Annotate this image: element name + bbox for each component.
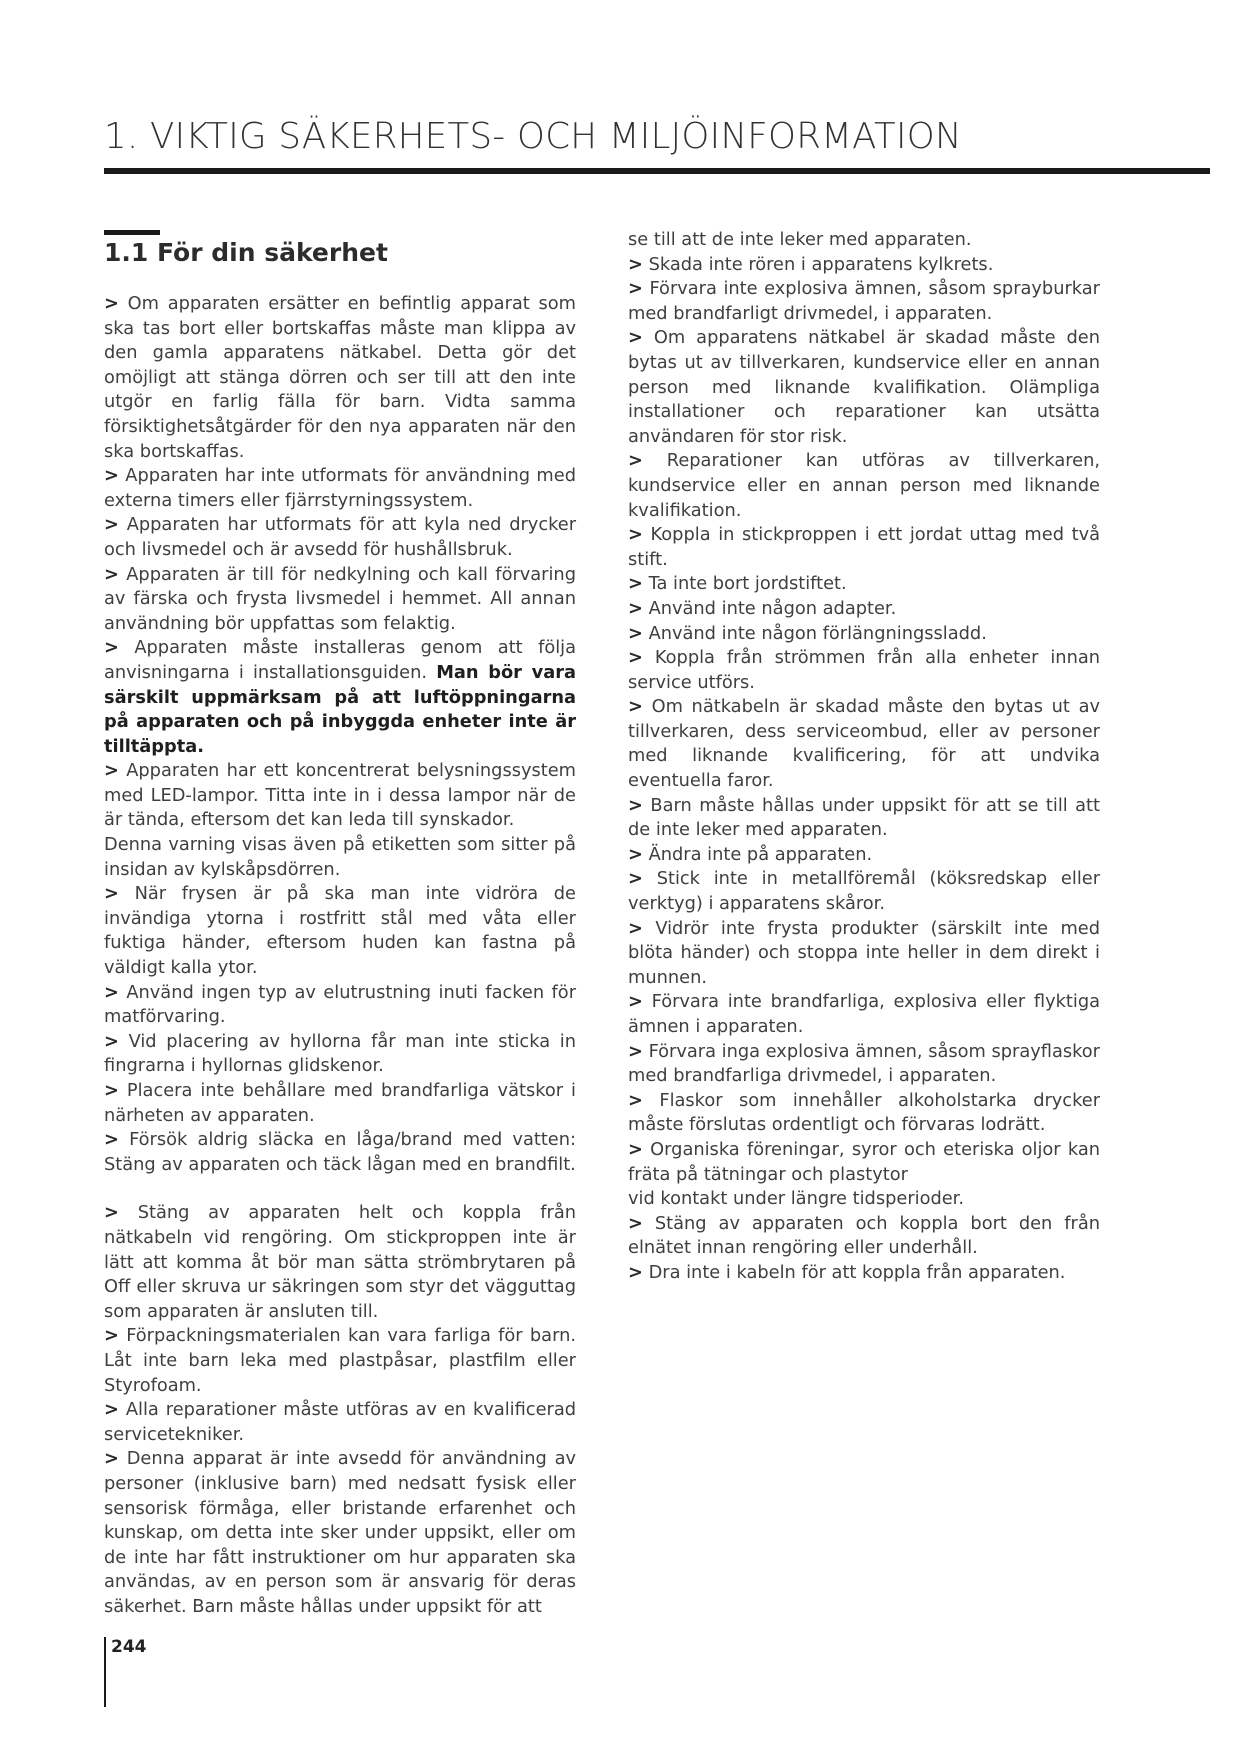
safety-item-text: Ta inte bort jordstiftet.	[648, 573, 847, 595]
bullet-arrow: >	[104, 1399, 119, 1421]
bullet-arrow: >	[104, 981, 119, 1003]
bullet-arrow: >	[628, 696, 643, 718]
bullet-arrow: >	[628, 843, 643, 865]
bullet-arrow: >	[628, 1212, 643, 1234]
safety-item	[628, 990, 1100, 1039]
bullet-arrow: >	[104, 1080, 119, 1101]
safety-item	[628, 622, 1100, 647]
bullet-arrow: >	[628, 647, 643, 669]
page-title: 1. VIKTIG SÄKERHETS- OCH MILJÖINFORMATION	[104, 116, 962, 157]
safety-item	[628, 646, 1100, 695]
safety-item-text: Stäng av apparaten och koppla bort den från elnätet innan rengöring eller underhåll.	[628, 1212, 1101, 1259]
left-column	[104, 292, 576, 1619]
safety-item-text: Apparaten är till för nedkylning och kall förvaring av färska och frysta livsmedel i hemmet. All annan användning bör uppfattas som felaktig.	[104, 563, 576, 634]
safety-item	[104, 1201, 576, 1324]
title-rule	[104, 168, 1210, 174]
bullet-arrow: >	[628, 917, 643, 939]
safety-item	[628, 228, 1100, 253]
safety-item-text: vid kontakt under längre tidsperioder.	[628, 1188, 965, 1210]
safety-item	[628, 326, 1100, 449]
bullet-arrow: >	[628, 794, 643, 816]
bullet-arrow: >	[628, 573, 643, 595]
safety-item	[628, 572, 1100, 597]
safety-item	[628, 794, 1100, 843]
safety-item-text: Vidrör inte frysta produkter (särskilt inte med blöta händer) och stoppa inte heller in dem direkt i munnen.	[628, 917, 1100, 988]
bullet-arrow: >	[104, 465, 119, 487]
bullet-arrow: >	[104, 293, 119, 314]
safety-item	[104, 833, 576, 882]
safety-item	[104, 1128, 576, 1177]
safety-item-text: Koppla från strömmen från alla enheter innan service utförs.	[628, 647, 1101, 693]
safety-item	[104, 759, 576, 833]
bullet-arrow: >	[628, 597, 643, 619]
bullet-arrow: >	[628, 868, 643, 890]
safety-item-text: Använd ingen typ av elutrustning inuti facken för matförvaring.	[104, 981, 577, 1028]
bullet-arrow: >	[628, 1089, 643, 1111]
safety-item	[628, 917, 1100, 991]
safety-item-text: Alla reparationer måste utföras av en kvalificerad servicetekniker.	[104, 1399, 577, 1445]
safety-item-text: Apparaten har ett koncentrerat belysningssystem med LED-lampor. Titta inte in i dessa lampor när de är tända, eftersom det kan leda till synskador.	[104, 760, 576, 831]
safety-item-text: Förvara inte brandfarliga, explosiva eller flyktiga ämnen i apparaten.	[628, 991, 1100, 1037]
safety-item-text: Försök aldrig släcka en låga/brand med vatten: Stäng av apparaten och täck lågan med en brandfilt.	[104, 1129, 576, 1175]
safety-item-text: Flaskor som innehåller alkoholstarka drycker måste förslutas ordentligt och förvaras lodrätt.	[628, 1089, 1100, 1136]
safety-item-text: Skada inte rören i apparatens kylkrets.	[648, 253, 994, 275]
safety-item-text: När frysen är på ska man inte vidröra de invändiga ytorna i rostfritt stål med våta eller fuktiga händer, eftersom huden kan fastna på väldigt kalla ytor.	[104, 883, 576, 979]
bullet-arrow: >	[628, 450, 643, 472]
safety-item-text: Denna apparat är inte avsedd för användning av personer (inklusive barn) med nedsatt fysisk eller sensorisk förmåga, eller bristande erfarenhet och kunskap, om detta inte sker under uppsikt, eller om de inte har fått instruktioner om hur apparaten ska användas, av en person som är ansvarig för deras säkerhet. Barn måste hållas under uppsikt för att	[104, 1448, 576, 1617]
bullet-arrow: >	[104, 760, 119, 782]
safety-item	[104, 563, 576, 637]
bullet-arrow: >	[104, 883, 119, 905]
bullet-arrow: >	[104, 1448, 119, 1470]
bullet-arrow: >	[104, 563, 119, 585]
safety-item	[104, 1030, 576, 1079]
section-heading: 1.1 För din säkerhet	[104, 238, 388, 267]
safety-item-text: Organiska föreningar, syror och eteriska oljor kan fräta på tätningar och plastytor	[628, 1138, 1101, 1185]
safety-item-text: Använd inte någon förlängningssladd.	[648, 622, 987, 644]
safety-item-text: Om nätkabeln är skadad måste den bytas ut av tillverkaren, dess serviceombud, eller av personer med liknande kvalificering, för att undvika eventuella faror.	[628, 696, 1100, 792]
safety-item	[628, 449, 1100, 523]
bullet-arrow: >	[628, 622, 643, 644]
safety-item	[628, 523, 1100, 572]
safety-item	[104, 636, 576, 759]
safety-item	[628, 277, 1100, 326]
safety-item	[628, 843, 1100, 868]
safety-item-text: Förpackningsmaterialen kan vara farliga för barn. Låt inte barn leka med plastpåsar, plastfilm eller Styrofoam.	[104, 1325, 576, 1396]
safety-item	[104, 292, 576, 464]
safety-item-text: Apparaten har inte utformats för användning med externa timers eller fjärrstyrningssystem.	[104, 465, 576, 511]
right-column	[628, 228, 1100, 1286]
safety-item-text: Koppla in stickproppen i ett jordat uttag med två stift.	[628, 524, 1100, 570]
safety-item-text: Förvara inga explosiva ämnen, såsom sprayflaskor med brandfarliga drivmedel, i apparaten.	[628, 1040, 1100, 1087]
safety-item-text: Apparaten måste installeras genom att följa anvisningarna i installationsguiden.	[104, 637, 576, 683]
safety-item	[628, 1089, 1100, 1138]
safety-item-text: Om apparaten ersätter en befintlig apparat som ska tas bort eller bortskaffas måste man klippa av den gamla apparatens nätkabel. Detta gör det omöjligt att stänga dörren och ser till att den inte utgör en farlig fälla för barn. Vidta samma försiktighetsåtgärder för den nya apparaten när den ska bortskaffas.	[104, 293, 576, 462]
safety-item	[104, 1079, 576, 1128]
safety-item-text: Dra inte i kabeln för att koppla från apparaten.	[648, 1261, 1066, 1283]
safety-item-text: se till att de inte leker med apparaten.	[628, 229, 972, 250]
safety-item-text: Placera inte behållare med brandfarliga vätskor i närheten av apparaten.	[104, 1080, 576, 1126]
safety-item-text: Barn måste hållas under uppsikt för att se till att de inte leker med apparaten.	[628, 794, 1100, 841]
safety-item	[104, 1447, 576, 1619]
safety-item	[104, 981, 576, 1030]
bullet-arrow: >	[104, 514, 119, 536]
safety-item-text: Reparationer kan utföras av tillverkaren, kundservice eller en annan person med liknande kvalifikation.	[628, 450, 1101, 521]
safety-item-text: Förvara inte explosiva ämnen, såsom sprayburkar med brandfarligt drivmedel, i apparaten.	[628, 278, 1100, 324]
safety-item	[628, 1212, 1100, 1261]
safety-item	[104, 882, 576, 980]
safety-item	[104, 464, 576, 513]
safety-item-text: Stäng av apparaten helt och koppla från nätkabeln vid rengöring. Om stickproppen inte är lätt att komma åt bör man sätta strömbrytaren på Off eller skruva ur säkringen som styr det vägguttag som apparaten är ansluten till.	[104, 1202, 576, 1322]
safety-item	[628, 597, 1100, 622]
safety-item-text: Om apparatens nätkabel är skadad måste den bytas ut av tillverkaren, kundservice eller en annan person med liknande kvalifikation. Olämpliga installationer och reparationer kan utsätta användaren för stor risk.	[628, 327, 1100, 447]
safety-item	[628, 867, 1100, 916]
safety-item	[628, 1138, 1100, 1187]
bullet-arrow: >	[628, 1138, 643, 1160]
bullet-arrow: >	[628, 991, 643, 1013]
bullet-arrow: >	[628, 278, 643, 300]
bullet-arrow: >	[104, 1325, 119, 1347]
safety-item-text: Vid placering av hyllorna får man inte sticka in fingrarna i hyllornas glidskenor.	[104, 1030, 576, 1077]
bullet-arrow: >	[628, 253, 643, 275]
bullet-arrow: >	[104, 1202, 119, 1224]
safety-item	[628, 1040, 1100, 1089]
section-accent-bar	[104, 230, 160, 235]
footer-rule	[104, 1637, 106, 1707]
bullet-arrow: >	[104, 637, 119, 659]
safety-item	[628, 695, 1100, 793]
bullet-arrow: >	[628, 1040, 643, 1062]
safety-item	[104, 1324, 576, 1398]
safety-item-text: Ändra inte på apparaten.	[648, 843, 873, 865]
bullet-arrow: >	[628, 327, 643, 349]
safety-item-text: Använd inte någon adapter.	[648, 597, 897, 619]
safety-item	[628, 1261, 1100, 1286]
safety-item-text: Apparaten har utformats för att kyla ned drycker och livsmedel och är avsedd för hushållsbruk.	[104, 514, 577, 560]
safety-item	[104, 1398, 576, 1447]
safety-item	[104, 513, 576, 562]
bullet-arrow: >	[104, 1030, 119, 1052]
bullet-arrow: >	[104, 1129, 119, 1151]
safety-item-text: Stick inte in metallföremål (köksredskap eller verktyg) i apparatens skåror.	[628, 868, 1101, 915]
safety-item	[628, 253, 1100, 278]
bullet-arrow: >	[628, 1261, 643, 1283]
bullet-arrow: >	[628, 524, 643, 546]
safety-item-text: Denna varning visas även på etiketten som sitter på insidan av kylskåpsdörren.	[104, 834, 576, 880]
safety-item	[628, 1187, 1100, 1212]
safety-item-emphasis: Man bör vara särskilt uppmärksam på att luftöppningarna på apparaten och på inbyggda enheter inte är tilltäppta.	[104, 661, 576, 757]
page-number: 244	[111, 1637, 147, 1657]
